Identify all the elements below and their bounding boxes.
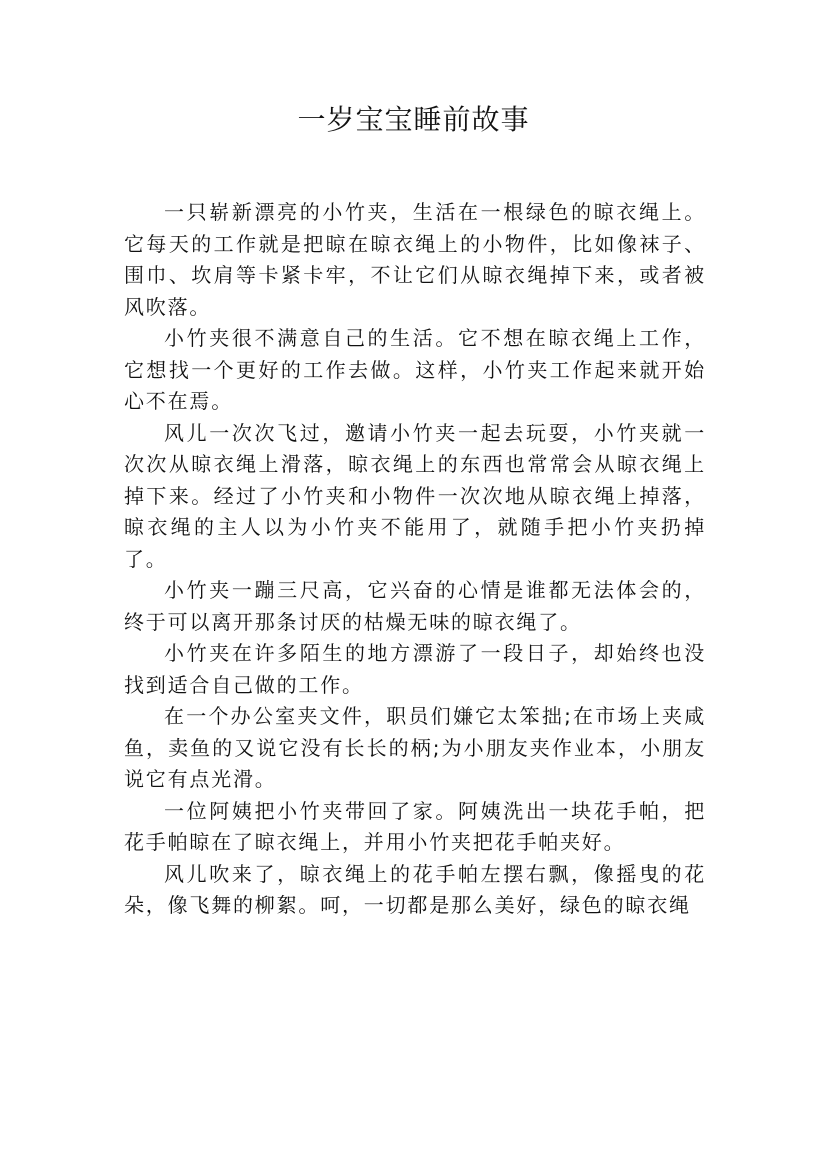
paragraph: 小竹夹很不满意自己的生活。它不想在晾衣绳上工作，它想找一个更好的工作去做。这样，小竹夹工作起来就开始心不在焉。 bbox=[124, 326, 706, 413]
paragraph: 一位阿姨把小竹夹带回了家。阿姨洗出一块花手帕，把花手帕晾在了晾衣绳上，并用小竹夹把花手帕夹好。 bbox=[124, 798, 706, 854]
paragraph: 小竹夹在许多陌生的地方漂游了一段日子，却始终也没找到适合自己做的工作。 bbox=[124, 641, 706, 697]
paragraph: 小竹夹一蹦三尺高，它兴奋的心情是谁都无法体会的，终于可以离开那条讨厌的枯燥无味的晾衣绳了。 bbox=[124, 578, 706, 634]
paragraph: 在一个办公室夹文件，职员们嫌它太笨拙;在市场上夹咸鱼，卖鱼的又说它没有长长的柄;为小朋友夹作业本，小朋友说它有点光滑。 bbox=[124, 704, 706, 791]
paragraph: 风儿一次次飞过，邀请小竹夹一起去玩耍，小竹夹就一次次从晾衣绳上滑落，晾衣绳上的东西也常常会从晾衣绳上掉下来。经过了小竹夹和小物件一次次地从晾衣绳上掉落，晾衣绳的主人以为小竹夹不能用了，就随手把小竹夹扔掉了。 bbox=[124, 420, 706, 571]
document-title: 一岁宝宝睡前故事 bbox=[297, 103, 530, 136]
paragraph: 一只崭新漂亮的小竹夹，生活在一根绿色的晾衣绳上。它每天的工作就是把晾在晾衣绳上的小物件，比如像袜子、围巾、坎肩等卡紧卡牢，不让它们从晾衣绳掉下来，或者被风吹落。 bbox=[124, 200, 706, 319]
paragraph: 风儿吹来了，晾衣绳上的花手帕左摆右飘，像摇曳的花朵，像飞舞的柳絮。呵，一切都是那么美好，绿色的晾衣绳 bbox=[124, 861, 706, 917]
document-body bbox=[124, 197, 706, 922]
